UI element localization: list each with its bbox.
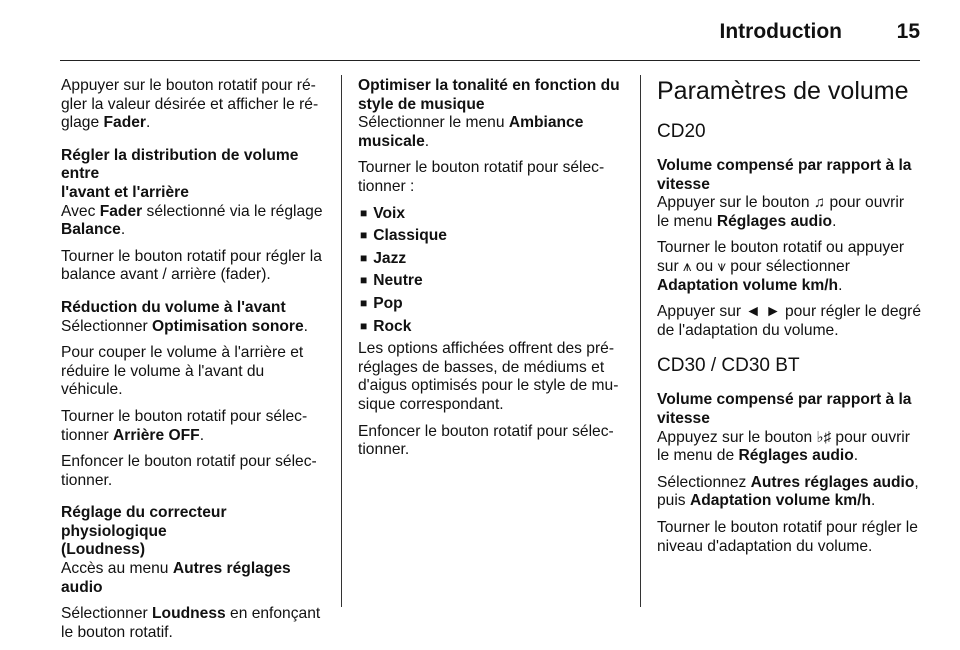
list-item: ■ Jazz — [360, 249, 407, 267]
paragraph: Sélectionner le menu Ambiance musicale. — [358, 114, 584, 150]
paragraph: Appuyer sur le bouton ♫ pour ouvrir le menu Réglages audio. — [657, 194, 905, 230]
paragraph: Tourner le bouton rotatif pour régler la balance avant / arrière (fader). — [61, 247, 322, 284]
down-icon: ⩛ — [717, 257, 726, 275]
subheading: Volume compensé par rapport à la vitesse — [657, 157, 912, 193]
list-item: ■ Rock — [360, 317, 412, 335]
paragraph: Pour couper le volume à l'arrière et réduire le volume à l'avant du véhicule. — [61, 344, 304, 399]
subheading: Optimiser la tonalité en fonction du style de musique — [358, 77, 620, 113]
page-header — [60, 18, 920, 61]
up-icon: ⩚ — [683, 257, 692, 275]
paragraph: Accès au menu Autres réglages audio — [61, 560, 291, 596]
subheading: Volume compensé par rapport à la vitesse — [657, 391, 912, 427]
column-divider — [640, 75, 641, 607]
list-item: ■ Voix — [360, 204, 406, 222]
bullet-icon: ■ — [360, 318, 368, 333]
paragraph: Tourner le bouton rotatif pour sélec- tionner Arrière OFF. — [61, 407, 308, 444]
paragraph: Avec Fader sélectionné via le réglage Balance. — [61, 202, 323, 239]
bullet-icon: ■ — [360, 295, 368, 310]
bullet-icon: ■ — [360, 250, 368, 265]
paragraph: Enfoncer le bouton rotatif pour sélec- tionner. — [61, 453, 317, 489]
page-number: 15 — [896, 20, 920, 43]
page-title: Introduction — [719, 20, 842, 43]
subsection-title-cd20: CD20 — [657, 121, 706, 142]
subheading: Réduction du volume à l'avant — [61, 298, 286, 316]
subheading: Réglage du correcteur physiologique (Loudness) — [61, 504, 227, 559]
paragraph: Appuyez sur le bouton ♭♯ pour ouvrir le menu de Réglages audio. — [657, 428, 910, 465]
subheading: Régler la distribution de volume entre l'avant et l'arrière — [61, 146, 299, 201]
section-title: Paramètres de volume — [657, 77, 909, 105]
paragraph: Enfoncer le bouton rotatif pour sélec- tionner. — [358, 422, 614, 459]
column-1 — [61, 77, 327, 650]
paragraph: Sélectionnez Autres réglages audio, puis Adaptation volume km/h. — [657, 473, 919, 510]
paragraph: Tourner le bouton rotatif pour sélec- tionner : — [358, 159, 605, 195]
list-item: ■ Pop — [360, 294, 403, 312]
paragraph: Sélectionner Optimisation sonore. — [61, 317, 308, 335]
paragraph: Sélectionner Loudness en enfonçant le bouton rotatif. — [61, 605, 321, 641]
paragraph: Appuyer sur ◄ ► pour régler le degré de l'adaptation du volume. — [657, 303, 922, 339]
paragraph: Tourner le bouton rotatif ou appuyer sur ⩚ ou ⩛ pour sélectionner Adaptation volume km/h. — [657, 239, 905, 294]
column-3 — [657, 77, 925, 564]
list-item: ■ Classique — [360, 227, 447, 245]
music-note-icon: ♫ — [813, 194, 826, 212]
bullet-icon: ■ — [360, 273, 368, 288]
paragraph: Appuyer sur le bouton rotatif pour ré- gler la valeur désirée et afficher le ré- glage Fader. — [61, 77, 319, 132]
bullet-icon: ■ — [360, 228, 368, 243]
subsection-title-cd30: CD30 / CD30 BT — [657, 355, 800, 377]
column-2 — [358, 77, 626, 468]
bullet-icon: ■ — [360, 205, 368, 220]
paragraph: Les options affichées offrent des pré- réglages de basses, de médiums et d'aigus optimisés pour le style de mu- sique correspondant. — [358, 340, 619, 413]
tone-icon: ♭♯ — [816, 428, 832, 446]
list-item: ■ Neutre — [360, 272, 423, 290]
arrow-icon: ◄ ► — [745, 303, 781, 321]
column-divider — [341, 75, 342, 607]
paragraph: Tourner le bouton rotatif pour régler le niveau d'adaptation du volume. — [657, 518, 918, 555]
